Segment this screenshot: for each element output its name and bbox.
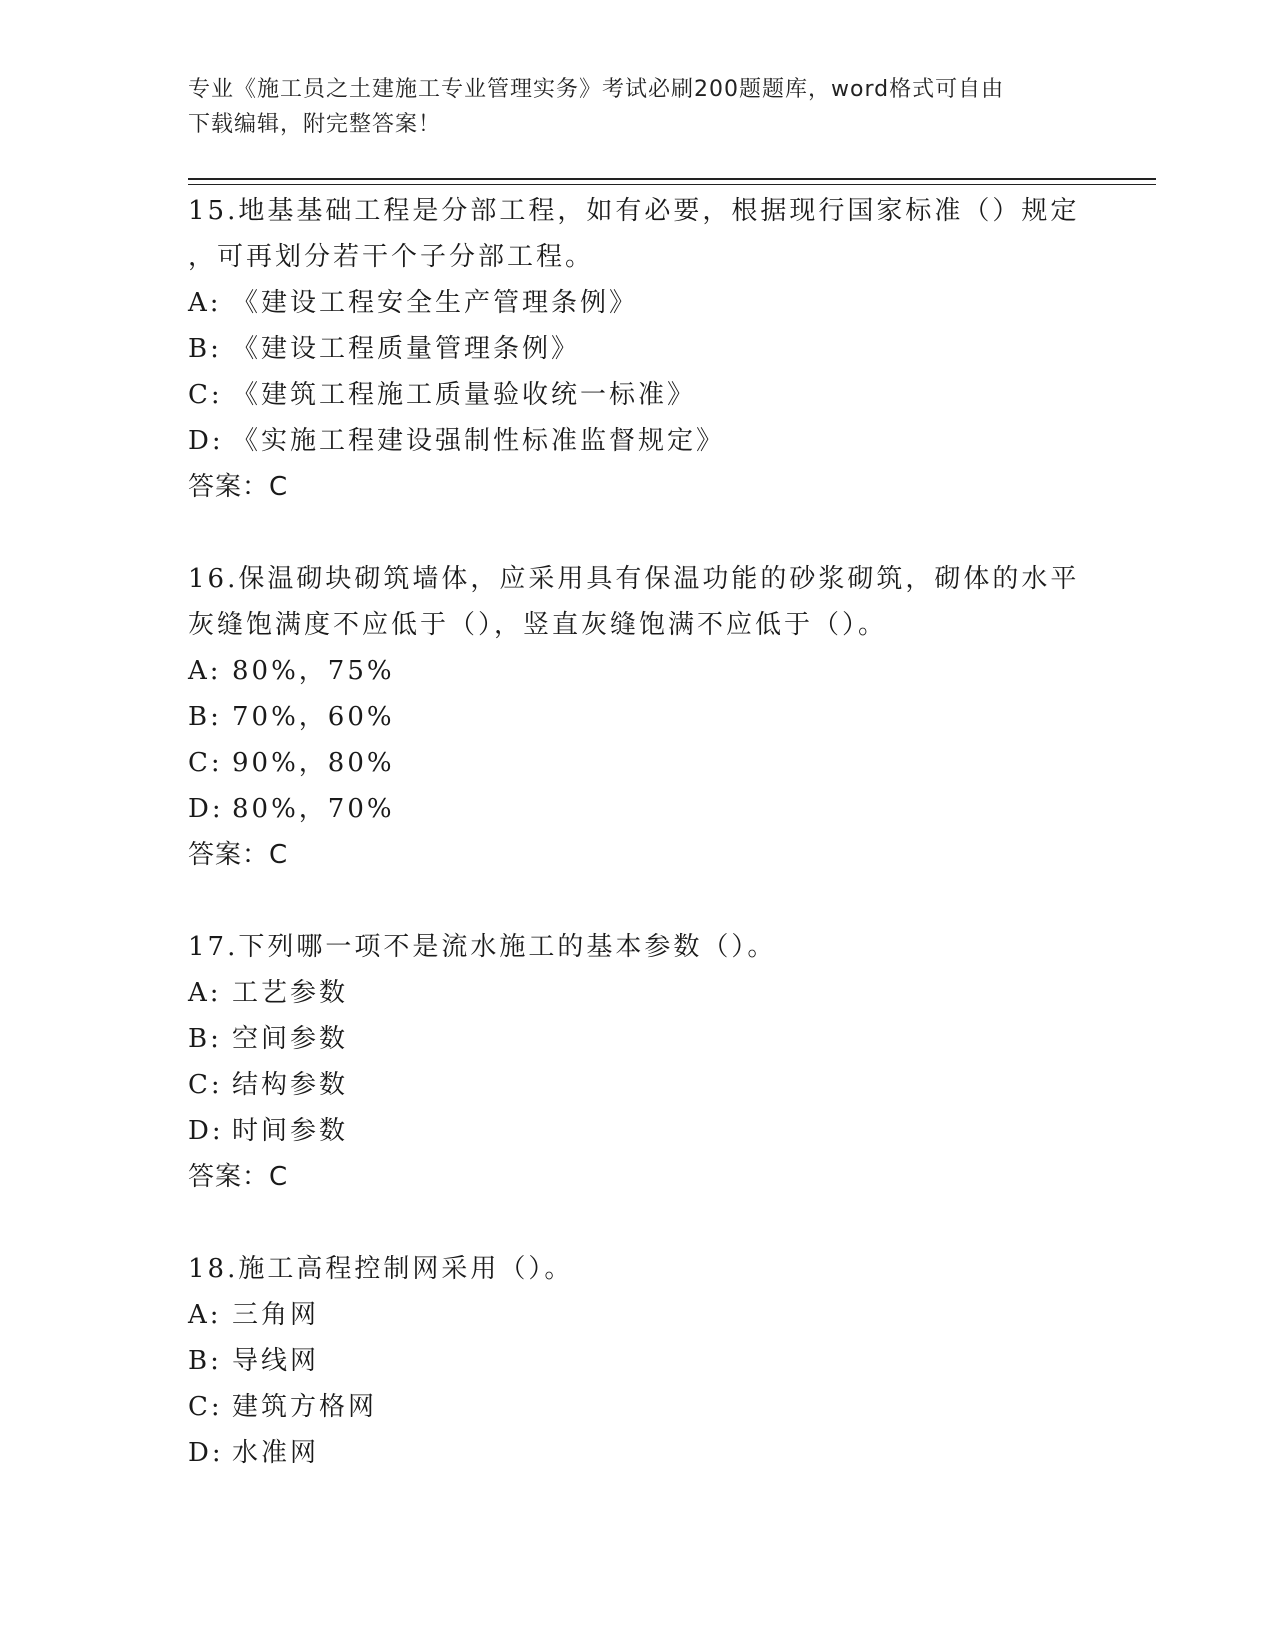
option-d	[188, 1108, 1088, 1154]
option-text: 《实施工程建设强制性标准监督规定》	[232, 426, 726, 456]
option-a	[188, 280, 1088, 326]
option-text: 三角网	[232, 1300, 320, 1330]
option-text: 导线网	[232, 1346, 320, 1376]
question-list	[188, 188, 1088, 1522]
option-letter: D:	[188, 794, 224, 824]
header-line-1: 专业《施工员之土建施工专业管理实务》考试必刷200题题库，word格式可自由	[188, 77, 1005, 102]
option-b	[188, 1016, 1088, 1062]
option-text: 工艺参数	[232, 978, 349, 1008]
option-d	[188, 418, 1088, 464]
question-stem-line: 灰缝饱满度不应低于（），竖直灰缝饱满不应低于（）。	[188, 610, 888, 640]
option-text: 建筑方格网	[232, 1392, 378, 1422]
option-text: 80%，70%	[232, 794, 395, 824]
option-letter: C:	[188, 748, 223, 778]
question-stem-line: ，可再划分若干个子分部工程。	[188, 242, 595, 272]
option-text: 90%，80%	[232, 748, 395, 778]
option-a	[188, 970, 1088, 1016]
option-letter: A:	[188, 656, 222, 686]
option-text: 空间参数	[232, 1024, 349, 1054]
option-text: 《建设工程安全生产管理条例》	[232, 288, 639, 318]
option-letter: A:	[188, 1300, 222, 1330]
option-letter: A:	[188, 978, 222, 1008]
answer: 答案：C	[188, 1162, 289, 1192]
question-stem-line: 18.施工高程控制网采用（）。	[188, 1254, 574, 1284]
question-stem-line: 15.地基基础工程是分部工程，如有必要，根据现行国家标准（）规定	[188, 196, 1080, 226]
header-line-2: 下载编辑，附完整答案！	[188, 112, 442, 137]
question-15	[188, 188, 1088, 510]
option-b	[188, 1338, 1088, 1384]
option-text: 《建设工程质量管理条例》	[232, 334, 581, 364]
option-letter: B:	[188, 702, 222, 732]
option-text: 80%，75%	[232, 656, 395, 686]
answer: 答案：C	[188, 840, 289, 870]
option-text: 水准网	[232, 1438, 320, 1468]
option-letter: B:	[188, 334, 222, 364]
document-header	[188, 72, 1088, 142]
option-letter: D:	[188, 1438, 224, 1468]
option-text: 结构参数	[232, 1070, 349, 1100]
option-letter: D:	[188, 426, 224, 456]
option-letter: C:	[188, 380, 223, 410]
option-d	[188, 1430, 1088, 1476]
option-text: 《建筑工程施工质量验收统一标准》	[232, 380, 697, 410]
option-letter: B:	[188, 1346, 222, 1376]
question-17	[188, 924, 1088, 1200]
option-letter: A:	[188, 288, 222, 318]
question-stem-line: 16.保温砌块砌筑墙体，应采用具有保温功能的砂浆砌筑，砌体的水平	[188, 564, 1080, 594]
option-letter: D:	[188, 1116, 224, 1146]
option-c	[188, 1062, 1088, 1108]
option-b	[188, 694, 1088, 740]
option-c	[188, 1384, 1088, 1430]
option-a	[188, 1292, 1088, 1338]
answer: 答案：C	[188, 472, 289, 502]
option-a	[188, 648, 1088, 694]
question-16	[188, 556, 1088, 878]
option-letter: C:	[188, 1070, 223, 1100]
option-letter: C:	[188, 1392, 223, 1422]
option-b	[188, 326, 1088, 372]
question-18	[188, 1246, 1088, 1476]
option-text: 时间参数	[232, 1116, 349, 1146]
option-c	[188, 740, 1088, 786]
option-letter: B:	[188, 1024, 222, 1054]
option-c	[188, 372, 1088, 418]
header-divider-thin	[188, 184, 1156, 185]
question-stem-line: 17.下列哪一项不是流水施工的基本参数（）。	[188, 932, 777, 962]
option-text: 70%，60%	[232, 702, 395, 732]
header-divider-thick	[188, 178, 1156, 180]
option-d	[188, 786, 1088, 832]
